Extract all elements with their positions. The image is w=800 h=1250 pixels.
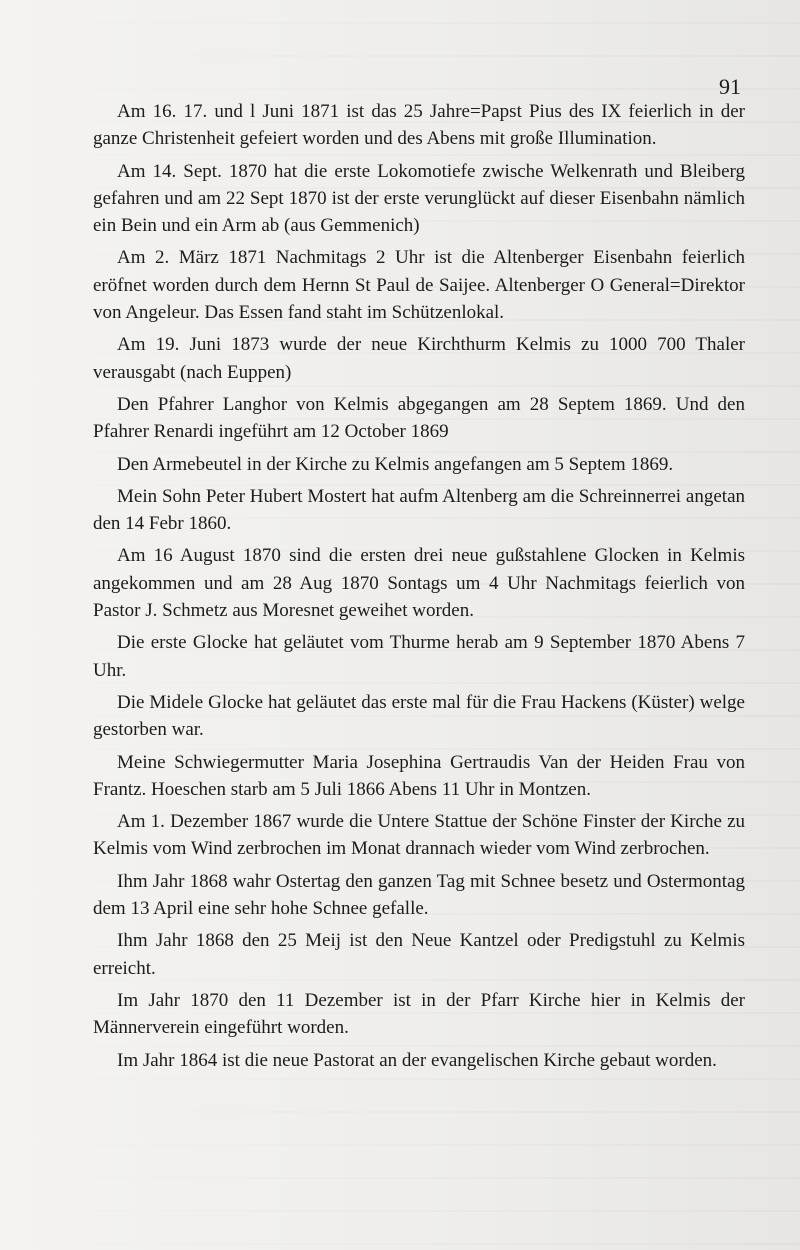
paragraph: Am 14. Sept. 1870 hat die erste Lokomotiefe zwische Welkenrath und Bleiberg gefahren und am 22 Sept 1870 ist der erste verunglückt auf dieser Eisenbahn nämlich ein Bein und ein Arm ab (aus Gemmenich) bbox=[93, 160, 745, 237]
paragraph: Mein Sohn Peter Hubert Mostert hat aufm Altenberg am die Schreinnerrei angetan den 14 Febr 1860. bbox=[93, 485, 745, 535]
paragraph: Im Jahr 1870 den 11 Dezember ist in der Pfarr Kirche hier in Kelmis der Männerverein eingeführt worden. bbox=[93, 989, 745, 1039]
paragraph: Ihm Jahr 1868 wahr Ostertag den ganzen Tag mit Schnee besetz und Ostermontag dem 13 April eine sehr hohe Schnee gefalle. bbox=[93, 870, 745, 920]
paragraph: Am 19. Juni 1873 wurde der neue Kirchthurm Kelmis zu 1000 700 Thaler verausgabt (nach Euppen) bbox=[93, 334, 745, 383]
paragraph: Ihm Jahr 1868 den 25 Meij ist den Neue Kantzel oder Predigstuhl zu Kelmis erreicht. bbox=[93, 930, 745, 979]
paragraph: Am 2. März 1871 Nachmitags 2 Uhr ist die Altenberger Eisenbahn feierlich eröfnet worden durch dem Hernn St Paul de Saijee. Altenberger O General=Direktor von Angeleur. Das Essen fand staht im Schützenlokal. bbox=[93, 247, 745, 324]
paragraph: Den Armebeutel in der Kirche zu Kelmis angefangen am 5 Septem 1869. bbox=[117, 453, 674, 475]
page-number: 91 bbox=[719, 74, 741, 99]
paragraph: Am 16 August 1870 sind die ersten drei neue gußstahlene Glocken in Kelmis angekommen und am 28 Aug 1870 Sontags um 4 Uhr Nachmitags feierlich von Pastor J. Schmetz aus Moresnet geweihet worden. bbox=[93, 545, 745, 622]
paragraph: Meine Schwiegermutter Maria Josephina Gertraudis Van der Heiden Frau von Frantz. Hoeschen starb am 5 Juli 1866 Abens 11 Uhr in Montzen. bbox=[93, 751, 745, 800]
paragraph: Den Pfahrer Langhor von Kelmis abgegangen am 28 Septem 1869. Und den Pfahrer Renardi ingeführt am 12 October 1869 bbox=[93, 393, 745, 443]
page-text bbox=[93, 98, 745, 1079]
paragraph: Die erste Glocke hat geläutet vom Thurme herab am 9 September 1870 Abens 7 Uhr. bbox=[93, 632, 745, 681]
paragraph: Die Midele Glocke hat geläutet das erste mal für die Frau Hackens (Küster) welge gestorben war. bbox=[93, 691, 745, 741]
paragraph: Am 16. 17. und l Juni 1871 ist das 25 Jahre=Papst Pius des IX feierlich in der ganze Christenheit gefeiert worden und des Abens mit große Illumination. bbox=[93, 101, 745, 150]
paragraph: Im Jahr 1864 ist die neue Pastorat an der evangelischen Kirche gebaut worden. bbox=[117, 1049, 717, 1071]
paragraph: Am 1. Dezember 1867 wurde die Untere Stattue der Schöne Finster der Kirche zu Kelmis vom Wind zerbrochen im Monat drannach wieder vom Wind zerbrochen. bbox=[93, 811, 745, 860]
